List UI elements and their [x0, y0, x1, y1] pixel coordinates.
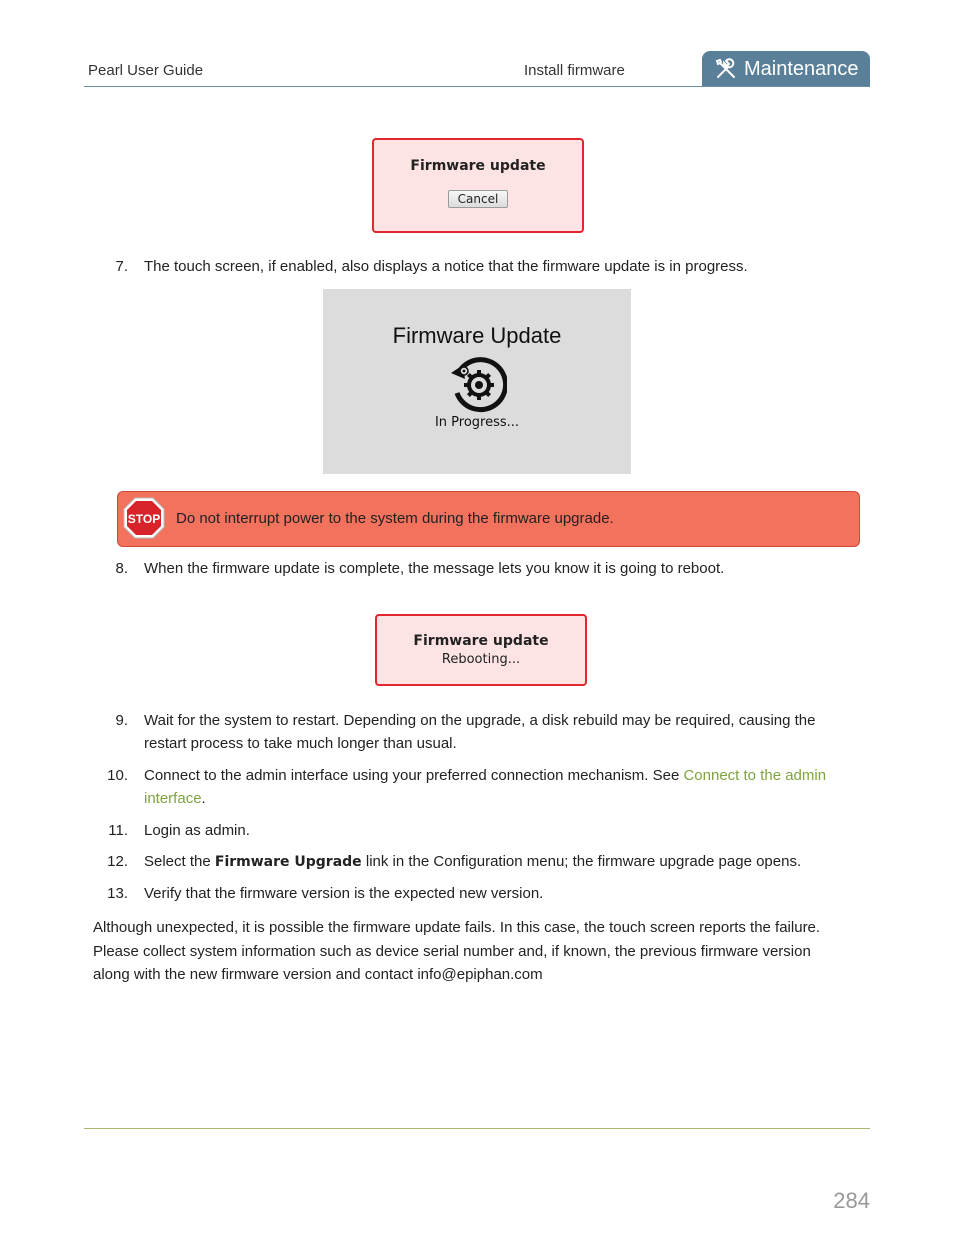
step-text-line2: restart process to take much longer than usual.	[144, 735, 457, 752]
step-number: 9.	[115, 712, 128, 729]
warning-callout	[117, 491, 860, 547]
step-number: 8.	[115, 560, 128, 577]
dialog-title: Firmware update	[410, 158, 546, 174]
firmware-reboot-dialog	[375, 614, 587, 686]
step-text: Connect to the admin interface using your preferred connection mechanism. See	[144, 767, 684, 784]
closing-line-3: along with the new firmware version and contact info@epiphan.com	[93, 966, 543, 983]
guide-title: Pearl User Guide	[88, 62, 204, 79]
closing-line-1: Although unexpected, it is possible the firmware update fails. In this case, the touch screen reports the failure.	[93, 919, 821, 936]
step-text: Verify that the firmware version is the expected new version.	[144, 885, 544, 902]
maintenance-tab-label: Maintenance	[744, 57, 859, 80]
connect-admin-link-cont[interactable]: interface	[144, 790, 202, 807]
step-text-end: .	[201, 790, 206, 807]
step-text: Select the	[144, 853, 215, 870]
step-text-end: link in the Configuration menu; the firmware upgrade page opens.	[361, 853, 802, 870]
connect-admin-link[interactable]: Connect to the admin	[683, 767, 827, 784]
step-text: When the firmware update is complete, the message lets you know it is going to reboot.	[144, 560, 725, 577]
cancel-button[interactable]: Cancel	[448, 190, 509, 208]
maintenance-tab	[702, 51, 870, 87]
header-divider	[84, 86, 870, 87]
warning-text: Do not interrupt power to the system during the firmware upgrade.	[176, 510, 614, 527]
touch-screen-title: Firmware Update	[392, 323, 562, 348]
stop-sign-icon	[122, 496, 166, 540]
step-number: 13.	[107, 885, 128, 902]
closing-paragraph	[93, 916, 873, 987]
wrench-screwdriver-icon	[714, 57, 738, 81]
step-number: 7.	[115, 258, 128, 275]
page-number: 284	[833, 1188, 870, 1213]
svg-text:STOP: STOP	[127, 512, 161, 526]
step-number: 10.	[107, 767, 128, 784]
closing-line-2: Please collect system information such as device serial number and, if known, the previous firmware version	[93, 942, 811, 960]
section-title: Install firmware	[524, 62, 625, 79]
step-number: 11.	[108, 822, 128, 839]
step-number: 12.	[107, 853, 128, 870]
footer-divider	[84, 1128, 870, 1129]
step-text: Login as admin.	[144, 822, 250, 839]
dialog-status: Rebooting...	[441, 652, 521, 667]
step-text: The touch screen, if enabled, also displays a notice that the firmware update is in progress.	[144, 258, 748, 275]
firmware-upgrade-term: Firmware Upgrade	[214, 854, 362, 870]
dialog-title: Firmware update	[413, 633, 549, 649]
touch-screen-preview	[323, 289, 631, 474]
touch-screen-status: In Progress...	[434, 415, 520, 430]
gear-refresh-icon	[447, 355, 507, 413]
step-text-line1: Wait for the system to restart. Depending on the upgrade, a disk rebuild may be required, causing the	[144, 712, 816, 729]
firmware-update-dialog	[372, 138, 584, 233]
